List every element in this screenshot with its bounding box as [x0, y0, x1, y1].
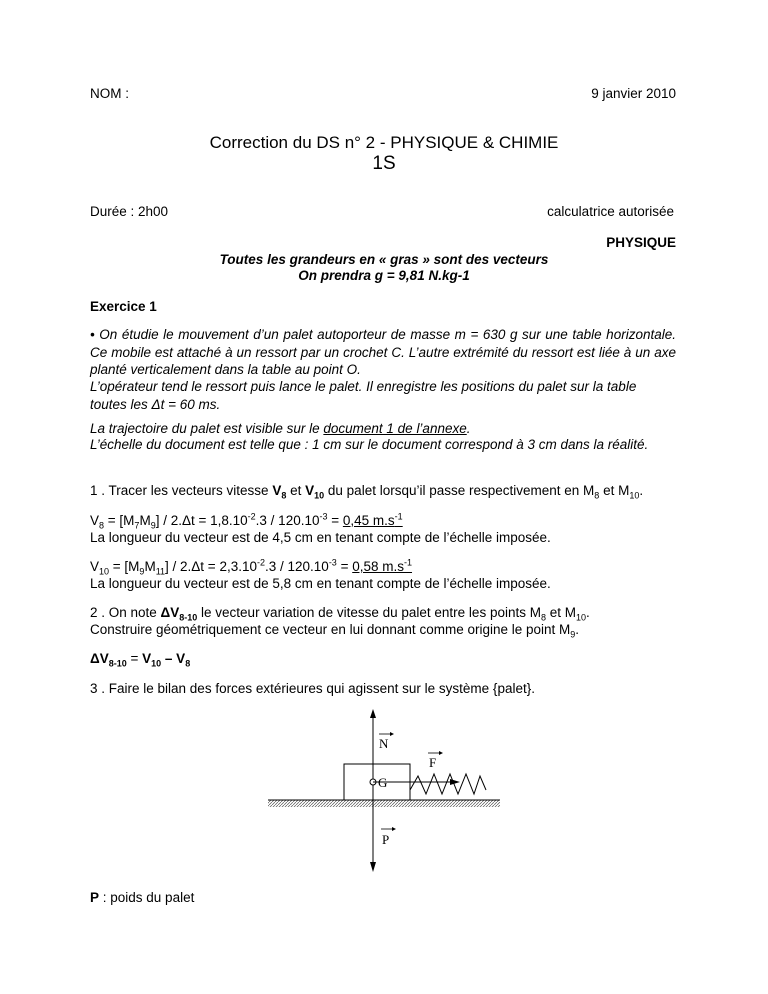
delta-v-sub: 8-10: [179, 612, 198, 623]
v10-calculation: [90, 558, 676, 576]
v8-result-exp: -1: [394, 511, 403, 522]
m8-sub: 8: [594, 490, 600, 501]
duration: Durée : 2h00: [90, 204, 169, 219]
spring-force-arrowhead: [450, 779, 460, 785]
q1-text: 1 . Tracer les vecteurs vitesse: [90, 483, 273, 498]
v8-calculation: [90, 512, 676, 530]
force-diagram: [260, 706, 510, 882]
v8-symbol-sub: 8: [99, 520, 105, 531]
bullet: •: [90, 327, 95, 342]
doc-period: .: [466, 421, 471, 436]
intro-text-2: L’opérateur tend le ressort puis lance le palet. Il enregistre les positions du palet sur la table toutes les: [90, 379, 637, 412]
calculator-note: calculatrice autorisée: [547, 204, 674, 219]
delta-v-formula: [90, 651, 191, 669]
exp-4: -3: [328, 557, 337, 568]
v8-length: La longueur du vecteur est de 4,5 cm en tenant compte de l’échelle imposée.: [90, 530, 551, 545]
intro-paragraph: [90, 326, 676, 379]
question-2: [90, 604, 676, 622]
formula-dv-sub: 8-10: [108, 658, 127, 669]
scale-note: L’échelle du document est telle que : 1 cm sur le document correspond à 3 cm dans la réalité.: [90, 437, 649, 452]
label-g: G: [378, 775, 388, 790]
q2-line2-text: Construire géométriquement ce vecteur en lui donnant comme origine le point M: [90, 622, 571, 637]
q2-text-3: et M: [545, 605, 576, 620]
weight-definition: [90, 890, 194, 905]
weight-text: : poids du palet: [99, 890, 195, 905]
question-3: 3 . Faire le bilan des forces extérieures qui agissent sur le système {palet}.: [90, 681, 535, 696]
m9-sub: 9: [150, 520, 156, 531]
v8-result: [343, 513, 403, 528]
calc10-part-3: ] / 2.Δt = 2,3.10: [165, 559, 257, 574]
weight-arrowhead: [370, 862, 376, 872]
intro-paragraph-2: [90, 378, 676, 413]
gravity-note: On prendra g = 9,81 N.kg-1: [298, 268, 470, 283]
calc8-part-3: ] / 2.Δt = 1,8.10: [155, 513, 248, 528]
q1-text-3: et M: [599, 483, 630, 498]
question-1: [90, 482, 676, 500]
v10-sub: 10: [314, 490, 325, 501]
calc10-part-2: M: [144, 559, 156, 574]
calc10-eq: =: [336, 559, 353, 574]
q1-and: et: [286, 483, 306, 498]
exp-1: -2: [247, 511, 256, 522]
calc8-part-2: M: [139, 513, 151, 528]
vector-v8: V: [272, 483, 282, 498]
intro-text: On étudie le mouvement d’un palet autoporteur de masse m = 630 g sur une table horizontale. Ce mobile est attaché à un ressort par un crochet C. L’autre extrémité du ressort est liée à un axe planté verticalement dans la table au point O.: [90, 327, 676, 377]
formula-v10-sub: 10: [151, 658, 162, 669]
section-heading: PHYSIQUE: [606, 235, 676, 250]
doc-text: La trajectoire du palet est visible sur le: [90, 421, 324, 436]
m10-sub: 10: [629, 490, 640, 501]
q1-period: .: [639, 483, 644, 498]
calc8-part-4: .3 / 120.10: [255, 513, 320, 528]
p-vector-head: [392, 827, 396, 831]
name-field-label: NOM :: [90, 86, 129, 101]
calc8-eq: =: [327, 513, 343, 528]
document-date: 9 janvier 2010: [591, 86, 676, 101]
weight-symbol: P: [90, 890, 100, 905]
v10-symbol-sub: 10: [99, 566, 110, 577]
q2-line2-period: .: [575, 622, 580, 637]
formula-minus: –: [161, 651, 177, 666]
time-step: Δt = 60 ms.: [151, 396, 221, 412]
q2-text: 2 . On note: [90, 605, 161, 620]
q2-period: .: [586, 605, 590, 620]
formula-v8-sub: 8: [185, 658, 191, 669]
m9-sub-b: 9: [139, 566, 145, 577]
vector-note: Toutes les grandeurs en « gras » sont des vecteurs: [219, 252, 549, 267]
label-f: F: [429, 755, 437, 770]
ground-hatching: [268, 800, 500, 807]
formula-eq: =: [126, 651, 143, 666]
v8-result-value: 0,45 m.s: [342, 513, 395, 528]
v10-length: La longueur du vecteur est de 5,8 cm en tenant compte de l’échelle imposée.: [90, 576, 551, 591]
f-vector-head: [439, 751, 443, 755]
annex-reference: document 1 de l’annexe: [323, 421, 467, 436]
v10-result-value: 0,58 m.s: [352, 559, 404, 574]
formula-v10: V: [142, 651, 152, 666]
q2-m9-sub: 9: [570, 629, 576, 640]
exercise-heading: Exercice 1: [90, 299, 157, 314]
m11-sub: 11: [155, 566, 166, 577]
page-title: Correction du DS n° 2 - PHYSIQUE & CHIMIE: [209, 133, 559, 152]
delta-v-vector: ΔV: [160, 605, 180, 620]
document-reference: [90, 420, 676, 438]
normal-arrowhead: [370, 709, 376, 718]
v10-symbol: V: [90, 559, 100, 574]
formula-dv: ΔV: [90, 651, 109, 666]
v10-result-exp: -1: [404, 557, 413, 568]
exp-2: -3: [319, 511, 328, 522]
q1-text-2: du palet lorsqu’il passe respectivement en M: [324, 483, 595, 498]
calc10-part: = [M: [109, 559, 140, 574]
n-vector-head: [390, 732, 394, 736]
q2-m10-sub: 10: [576, 612, 587, 623]
calc8-part: = [M: [104, 513, 135, 528]
label-n: N: [379, 736, 389, 751]
v8-sub: 8: [281, 490, 287, 501]
q2-m8-sub: 8: [540, 612, 546, 623]
q2-text-2: le vecteur variation de vitesse du palet entre les points M: [197, 605, 541, 620]
formula-v8: V: [176, 651, 186, 666]
v10-result: [352, 559, 412, 574]
m7-sub: 7: [134, 520, 140, 531]
v8-symbol: V: [90, 513, 100, 528]
question-2-line-2: [90, 621, 676, 639]
label-p: P: [382, 832, 390, 847]
class-level: 1S: [372, 153, 396, 174]
exp-3: -2: [256, 557, 265, 568]
spring: [410, 774, 486, 794]
vector-v10: V: [305, 483, 315, 498]
calc10-part-4: .3 / 120.10: [265, 559, 329, 574]
